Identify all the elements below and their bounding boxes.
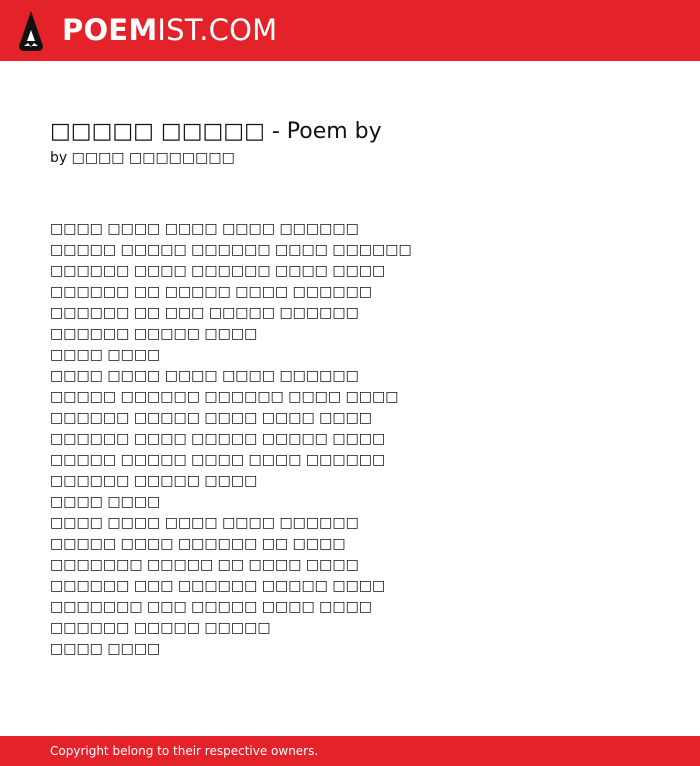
poem-line: □□□□ □□□□ (50, 641, 161, 657)
poem-line: □□□□□□ □□ □□□□□ □□□□ □□□□□□ (50, 284, 373, 300)
poem-line: □□□□□□□ □□□ □□□□□ □□□□ □□□□ (50, 599, 373, 615)
poem-line: □□□□□□ □□□ □□□□□□ □□□□□ □□□□ (50, 578, 386, 594)
poem-header (50, 118, 650, 167)
poem-line: □□□□□□ □□□□ □□□□□□ □□□□ □□□□ (50, 263, 386, 279)
poem-line: □□□□□□□ □□□□□ □□ □□□□ □□□□ (50, 557, 359, 573)
poem-line: □□□□□□ □□□□□ □□□□ (50, 326, 258, 342)
poem-line: □□□□ □□□□ □□□□ □□□□ □□□□□□ (50, 515, 359, 531)
poem-line: □□□□ □□□□ (50, 347, 161, 363)
logo-light-text: IST.COM (157, 13, 278, 47)
site-footer (0, 736, 700, 766)
poem-line: □□□□□ □□□□□□ □□□□□□ □□□□ □□□□ (50, 389, 399, 405)
poem-body (50, 219, 650, 660)
copyright-text: Copyright belong to their respective owners. (50, 744, 319, 758)
poem-line: □□□□□□ □□□□□ □□□□□ (50, 620, 271, 636)
poem-line: □□□□□ □□□□ □□□□□□ □□ □□□□ (50, 536, 346, 552)
site-logo-link[interactable] (62, 14, 277, 46)
poem-line: □□□□ □□□□ □□□□ □□□□ □□□□□□ (50, 368, 359, 384)
poem-line: □□□□□ □□□□□ □□□□□□ □□□□ □□□□□□ (50, 242, 412, 258)
poem-line: □□□□□ □□□□□ □□□□ □□□□ □□□□□□ (50, 452, 386, 468)
poem-line: □□□□ □□□□ □□□□ □□□□ □□□□□□ (50, 221, 359, 237)
poem-title: □□□□□ □□□□□ - Poem by (50, 119, 382, 144)
pen-nib-icon[interactable] (18, 10, 44, 52)
poem-byline: by □□□□ □□□□□□□□ (50, 150, 235, 166)
poem-line: □□□□ □□□□ (50, 494, 161, 510)
poem-line: □□□□□□ □□□□□ □□□□ □□□□ □□□□ (50, 410, 373, 426)
poem-line: □□□□□□ □□□□ □□□□□ □□□□□ □□□□ (50, 431, 386, 447)
logo-bold-text: POEM (62, 13, 158, 47)
poem-line: □□□□□□ □□□□□ □□□□ (50, 473, 258, 489)
poem-line: □□□□□□ □□ □□□ □□□□□ □□□□□□ (50, 305, 359, 321)
site-header (0, 0, 700, 61)
